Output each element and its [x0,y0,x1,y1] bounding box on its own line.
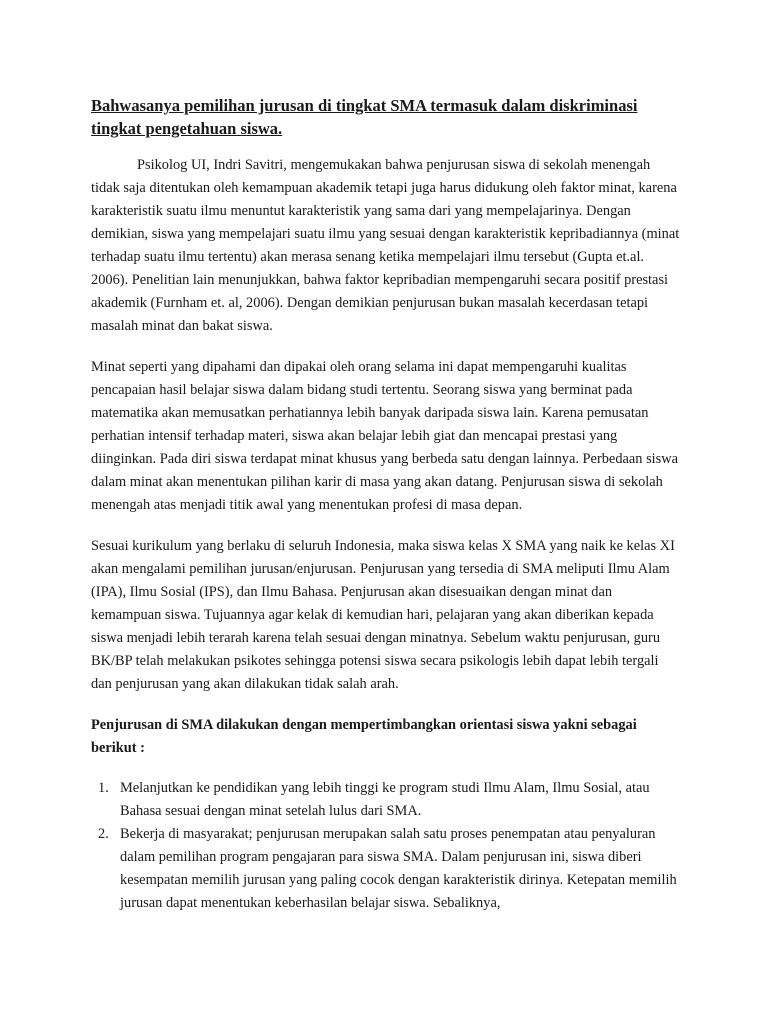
list-item-number: 1. [98,780,109,796]
list-item [91,777,681,823]
list-item [91,823,681,915]
list-item-text: Melanjutkan ke pendidikan yang lebih tinggi ke program studi Ilmu Alam, Ilmu Sosial, atau Bahasa sesuai dengan minat setelah lulus dari SMA. [120,780,650,819]
section-heading: Penjurusan di SMA dilakukan dengan mempertimbangkan orientasi siswa yakni sebagai berikut : [91,717,637,756]
document-title: Bahwasanya pemilihan jurusan di tingkat SMA termasuk dalam diskriminasi tingkat pengetahuan siswa. [91,96,638,138]
list-item-text: Bekerja di masyarakat; penjurusan merupakan salah satu proses penempatan atau penyaluran dalam pemilihan program pengajaran para siswa SMA. Dalam penjurusan ini, siswa diberi kesempatan memilih jurusan yang paling cocok dengan karakteristik dirinya. Ketepatan memilih jurusan dapat menentukan keberhasilan belajar siswa. Sebaliknya, [120,826,677,911]
paragraph-2: Minat seperti yang dipahami dan dipakai oleh orang selama ini dapat mempengaruhi kualitas pencapaian hasil belajar siswa dalam bidang studi tertentu. Seorang siswa yang berminat pada matematika akan memusatkan perhatiannya lebih banyak daripada siswa lain. Karena pemusatan perhatian intensif terhadap materi, siswa akan belajar lebih giat dan mencapai prestasi yang diinginkan. Pada diri siswa terdapat minat khusus yang berbeda satu dengan lainnya. Perbedaan siswa dalam minat akan menentukan pilihan karir di masa yang akan datang. Penjurusan siswa di sekolah menengah atas menjadi titik awal yang menentukan profesi di masa depan. [91,359,679,513]
orientation-list [91,777,681,915]
paragraph-3: Sesuai kurikulum yang berlaku di seluruh Indonesia, maka siswa kelas X SMA yang naik ke kelas XI akan mengalami pemilihan jurusan/enjurusan. Penjurusan yang tersedia di SMA meliputi Ilmu Alam (IPA), Ilmu Sosial (IPS), dan Ilmu Bahasa. Penjurusan akan disesuaikan dengan minat dan kemampuan siswa. Tujuannya agar kelak di kemudian hari, pelajaran yang akan diberikan kepada siswa menjadi lebih terarah karena telah sesuai dengan minatnya. Sebelum waktu penjurusan, guru BK/BP telah melakukan psikotes sehingga potensi siswa secara psikologis lebih dapat lebih tergali dan penjurusan yang akan dilakukan tidak salah arah. [91,538,675,692]
document-page [91,94,681,915]
paragraph-1: Psikolog UI, Indri Savitri, mengemukakan bahwa penjurusan siswa di sekolah menengah tidak saja ditentukan oleh kemampuan akademik tetapi juga harus didukung oleh faktor minat, karena karakteristik suatu ilmu menuntut karakteristik yang sama dari yang mempelajarinya. Dengan demikian, siswa yang mempelajari suatu ilmu yang sesuai dengan karakteristik kepribadiannya (minat terhadap suatu ilmu tertentu) akan merasa senang ketika mempelajari ilmu tersebut (Gupta et.al. 2006). Penelitian lain menunjukkan, bahwa faktor kepribadian mempengaruhi secara positif prestasi akademik (Furnham et. al, 2006). Dengan demikian penjurusan bukan masalah kecerdasan tetapi masalah minat dan bakat siswa. [91,157,680,334]
list-item-number: 2. [98,826,109,842]
